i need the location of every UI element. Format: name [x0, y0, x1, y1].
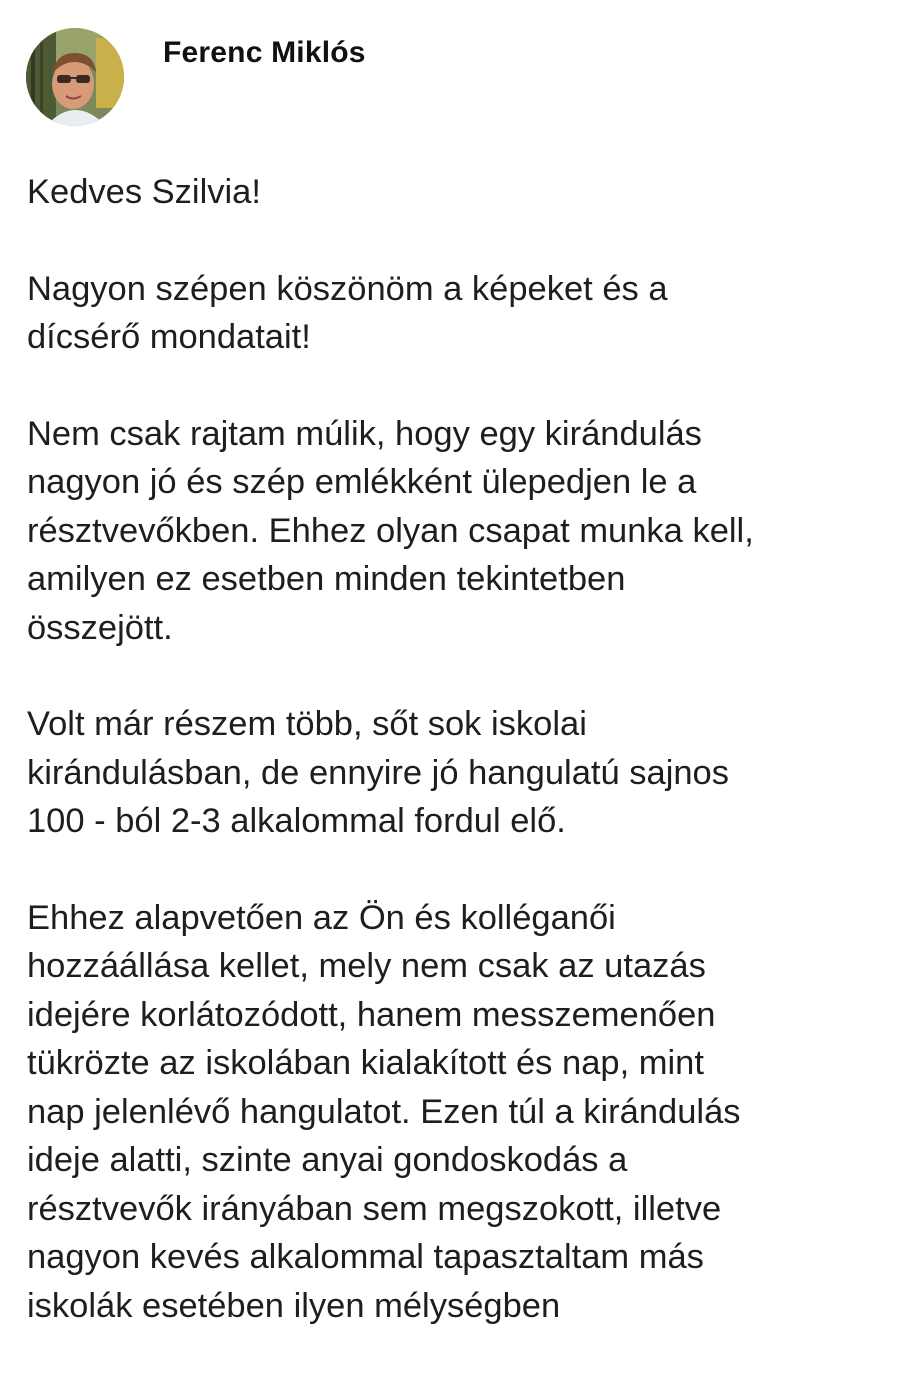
message-line: Kedves Szilvia!: [27, 173, 261, 211]
message-line: kirándulásban, de ennyire jó hangulatú sajnos: [27, 753, 729, 792]
message-line: iskolák esetében ilyen mélységben: [27, 1286, 561, 1325]
message-line: nagyon kevés alkalommal tapasztaltam más: [27, 1238, 704, 1276]
message-line: 100 - ból 2-3 alkalommal fordul elő.: [27, 802, 566, 840]
message-paragraph: [27, 700, 887, 846]
message-line: Nem csak rajtam múlik, hogy egy kirándulás: [27, 414, 702, 453]
message-paragraph: [27, 410, 887, 653]
message-line: nap jelenlévő hangulatot. Ezen túl a kirándulás: [27, 1092, 741, 1131]
message-line: Nagyon szépen köszönöm a képeket és a: [27, 269, 668, 308]
message-paragraph: [27, 168, 887, 217]
message-line: résztvevőkben. Ehhez olyan csapat munka kell,: [27, 511, 754, 550]
message-line: ideje alatti, szinte anyai gondoskodás a: [27, 1141, 628, 1179]
message-line: dícsérő mondatait!: [27, 318, 311, 356]
message-line: tükrözte az iskolában kialakított és nap, mint: [27, 1044, 704, 1082]
author-name[interactable]: Ferenc Miklós: [163, 36, 366, 69]
profile-photo-avatar: [26, 28, 124, 126]
message-line: idejére korlátozódott, hanem messzemenően: [27, 995, 716, 1034]
message-line: nagyon jó és szép emlékként ülepedjen le a: [27, 463, 697, 501]
message-paragraph: [27, 894, 887, 1331]
message-line: Ehhez alapvetően az Ön és kolléganői: [27, 898, 616, 937]
author-avatar[interactable]: [26, 28, 124, 126]
message-paragraph: [27, 265, 887, 362]
message-line: résztvevők irányában sem megszokott, illetve: [27, 1189, 722, 1228]
message-line: összejött.: [27, 608, 173, 647]
message-line: amilyen ez esetben minden tekintetben: [27, 560, 626, 598]
post-header: [26, 28, 876, 128]
message-line: hozzáállása kellet, mely nem csak az utazás: [27, 947, 706, 985]
message-line: Volt már részem több, sőt sok iskolai: [27, 705, 587, 743]
message-body: [27, 168, 887, 1378]
